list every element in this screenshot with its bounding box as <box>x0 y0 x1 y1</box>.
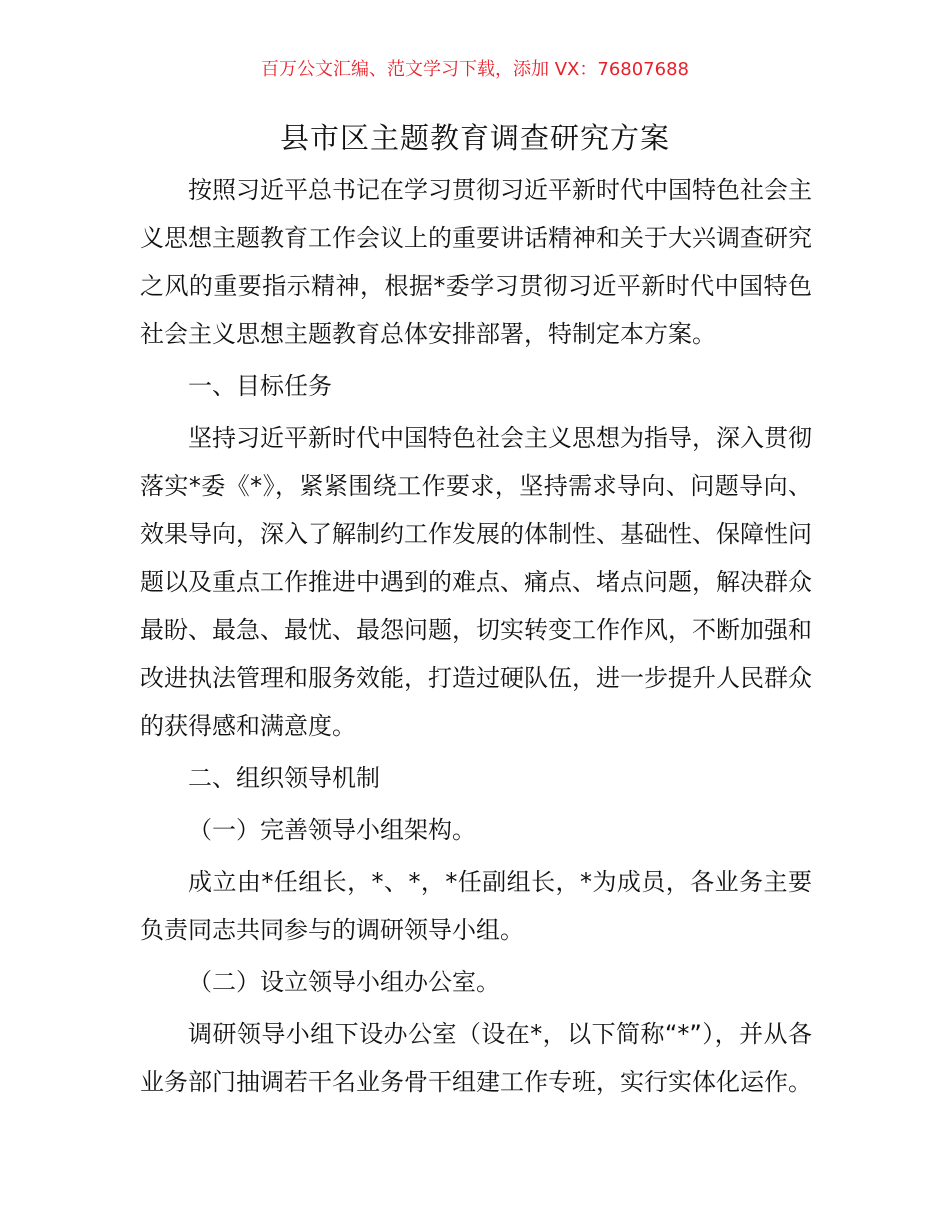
subheading-office: （二）设立领导小组办公室。 <box>188 968 500 996</box>
goals-paragraph: 坚持习近平新时代中国特色社会主义思想为指导，深入贯彻落实*委《*》，紧紧围绕工作要求，坚持需求导向、问题导向、效果导向，深入了解制约工作发展的体制性、基础性、保障性问题以及重点工作推进中遇到的难点、痛点、堵点问题，解决群众最盼、最急、最忧、最怨问题，切实转变工作作风，不断加强和改进执法管理和服务效能，打造过硬队伍，进一步提升人民群众的获得感和满意度。 <box>140 424 812 740</box>
watermark-header: 百万公文汇编、范文学习下载，添加 VX：76807688 <box>261 59 689 80</box>
document-body <box>140 166 812 1110</box>
leadership-group-paragraph: 成立由*任组长，*、*，*任副组长，*为成员，各业务主要负责同志共同参与的调研领导小组。 <box>140 868 812 944</box>
office-paragraph: 调研领导小组下设办公室（设在*，以下简称“*”），并从各业务部门抽调若干名业务骨干组建工作专班，实行实体化运作。 <box>140 1020 812 1096</box>
section-heading-organization: 二、组织领导机制 <box>188 764 380 792</box>
document-title: 县市区主题教育调查研究方案 <box>279 121 670 155</box>
intro-paragraph: 按照习近平总书记在学习贯彻习近平新时代中国特色社会主义思想主题教育工作会议上的重要讲话精神和关于大兴调查研究之风的重要指示精神，根据*委学习贯彻习近平新时代中国特色社会主义思想主题教育总体安排部署，特制定本方案。 <box>140 176 812 348</box>
subheading-leadership-group: （一）完善领导小组架构。 <box>188 816 476 844</box>
section-heading-goals: 一、目标任务 <box>188 372 332 400</box>
